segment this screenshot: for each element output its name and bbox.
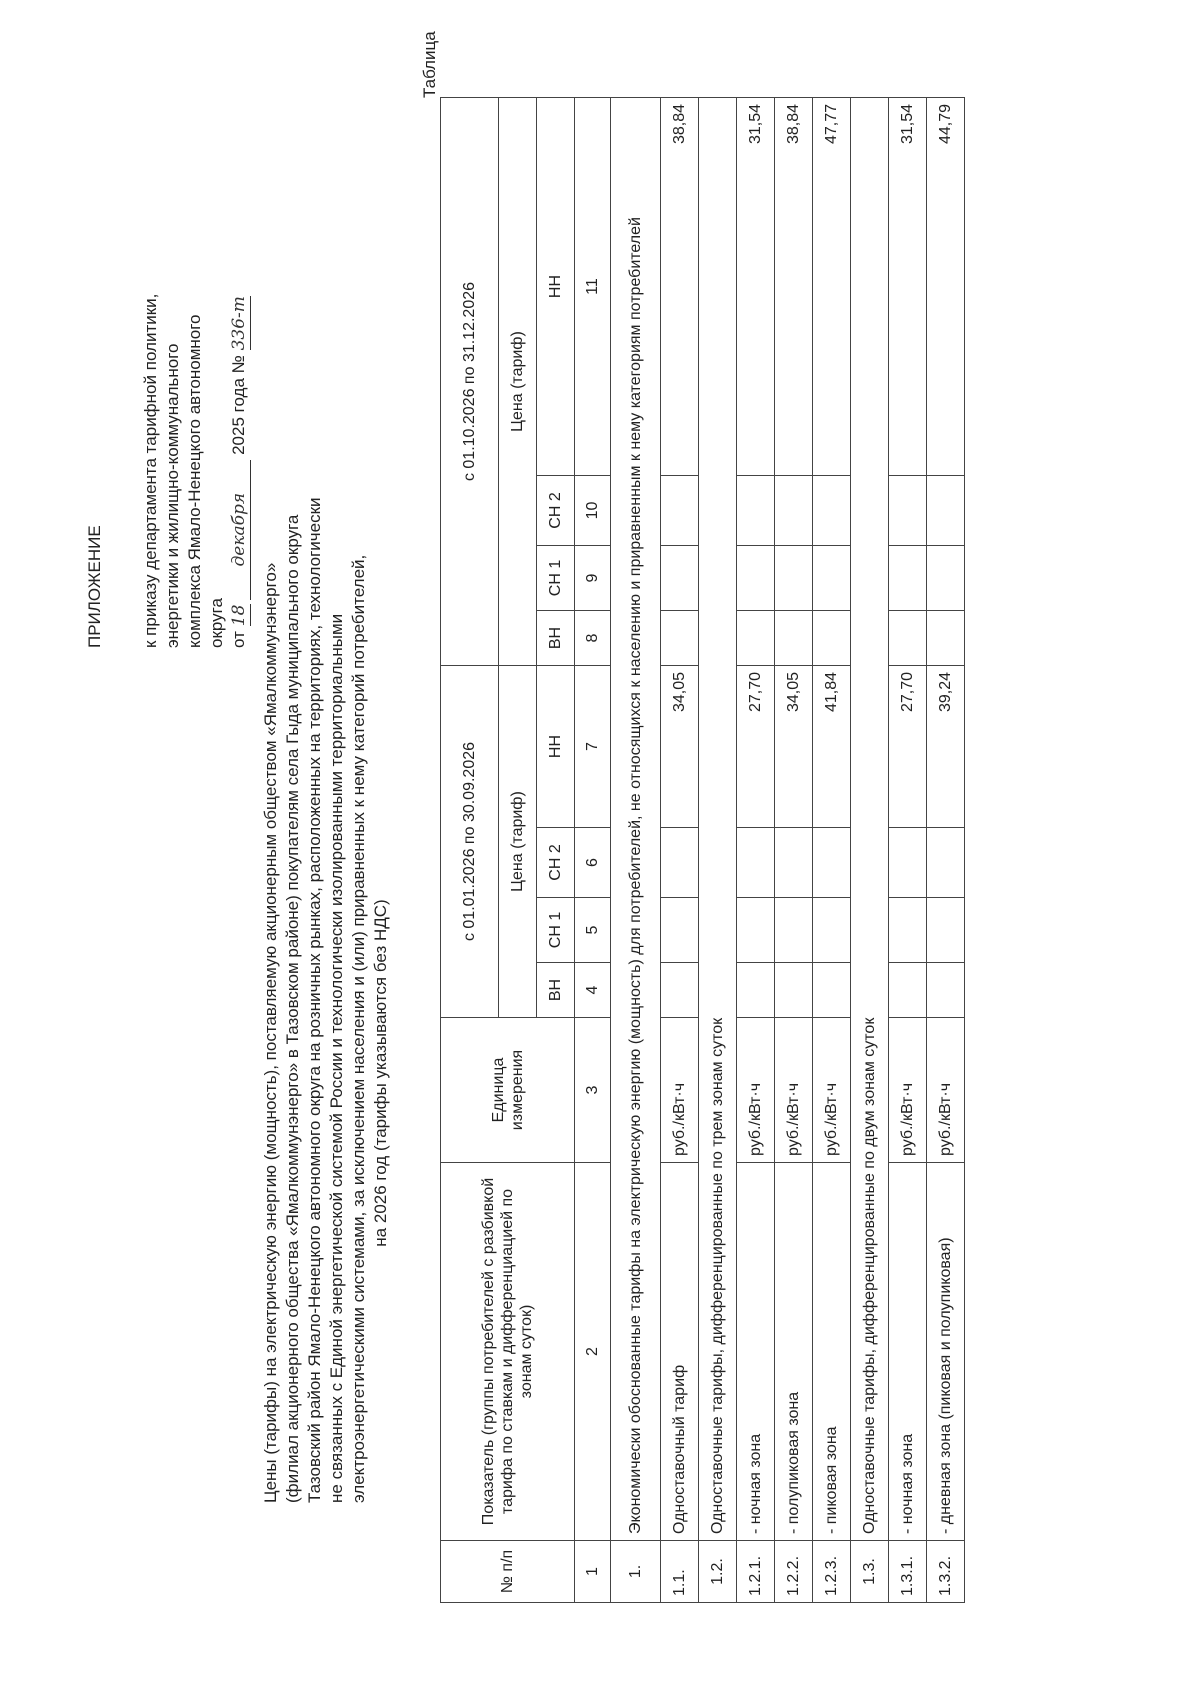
row-unit: руб./кВт·ч	[927, 1018, 965, 1163]
appendix-date-line	[228, 88, 251, 648]
row-label: - ночная зона	[889, 1163, 927, 1541]
p2-sn1	[813, 546, 851, 611]
p1-sn2	[737, 828, 775, 898]
date-year: 2025 года №	[229, 355, 248, 455]
table-row	[927, 98, 965, 1603]
p1-sn2	[927, 828, 965, 898]
appendix-heading: ПРИЛОЖЕНИЕ	[85, 525, 104, 648]
title-line: Тазовский район Ямало-Ненецкого автономного округа на розничных рынках, расположенных на территориях, технологически	[305, 497, 324, 1503]
title-line: электроэнергетическими системами, за исключением населения и (или) приравненных к нему категорий потребителей,	[349, 554, 368, 1503]
p1-nn-value: 41,84	[813, 666, 851, 828]
appendix-line: к приказу департамента тарифной политики,	[141, 293, 160, 648]
section-title: Одноставочные тарифы, дифференцированные по трем зонам суток	[699, 98, 737, 1541]
p2-sn1	[661, 546, 699, 611]
table-row	[813, 98, 851, 1603]
p2-nn-value: 38,84	[661, 98, 699, 476]
p1-sn1	[927, 898, 965, 963]
document-title	[260, 497, 392, 1503]
row-number: 1.2.	[699, 1541, 737, 1603]
title-line: (филиал акционерного общества «Ямалкоммунэнерго» в Тазовском районе) покупателям села Гыда муниципального округа	[283, 514, 302, 1503]
p2-sn2	[927, 476, 965, 546]
title-line: Цены (тарифы) на электрическую энергию (мощность), поставляемую акционерным обществом «Ямалкоммунэнерго»	[261, 562, 280, 1503]
p1-vn	[927, 963, 965, 1018]
row-label: - ночная зона	[737, 1163, 775, 1541]
header-level: СН 1	[537, 546, 575, 611]
header-level: НН	[537, 98, 575, 476]
row-number: 1.3.	[851, 1541, 889, 1603]
row-number: 1.3.1.	[889, 1541, 927, 1603]
p1-vn	[889, 963, 927, 1018]
appendix-line: комплекса Ямало-Ненецкого автономного	[185, 314, 204, 648]
appendix-line: энергетики и жилищно-коммунального	[163, 343, 182, 648]
order-number: 336-т	[229, 296, 249, 351]
row-number: 1.2.1.	[737, 1541, 775, 1603]
p1-nn-value: 34,05	[775, 666, 813, 828]
p1-vn	[813, 963, 851, 1018]
p2-vn	[889, 611, 927, 666]
date-prefix: от	[229, 631, 248, 648]
col-number: 9	[575, 546, 611, 611]
p2-nn-value: 44,79	[927, 98, 965, 476]
p1-sn2	[775, 828, 813, 898]
p2-nn-value: 31,54	[737, 98, 775, 476]
date-month: декабря	[228, 460, 251, 600]
p2-nn-value: 38,84	[775, 98, 813, 476]
p2-sn1	[737, 546, 775, 611]
section-row	[611, 98, 661, 1603]
header-level: СН 2	[537, 476, 575, 546]
p2-sn1	[775, 546, 813, 611]
p2-sn1	[927, 546, 965, 611]
col-number: 8	[575, 611, 611, 666]
col-number: 2	[575, 1163, 611, 1541]
p1-sn1	[889, 898, 927, 963]
col-number: 10	[575, 476, 611, 546]
p1-nn-value: 34,05	[661, 666, 699, 828]
p2-vn	[737, 611, 775, 666]
row-label: - полупиковая зона	[775, 1163, 813, 1541]
col-number: 5	[575, 898, 611, 963]
row-unit: руб./кВт·ч	[737, 1018, 775, 1163]
p1-vn	[661, 963, 699, 1018]
date-day: 18	[229, 604, 249, 627]
header-period-1: с 01.01.2026 по 30.09.2026	[441, 666, 499, 1018]
header-price-2: Цена (тариф)	[499, 98, 537, 666]
header-row	[441, 98, 499, 1603]
col-number: 1	[575, 1541, 611, 1603]
title-line: не связанных с Единой энергетической системой России и технологически изолированными территориальными	[327, 613, 346, 1503]
column-number-row	[575, 98, 611, 1603]
row-label: - пиковая зона	[813, 1163, 851, 1541]
p2-sn2	[775, 476, 813, 546]
row-number: 1.2.2.	[775, 1541, 813, 1603]
header-level: СН 2	[537, 828, 575, 898]
header-level: НН	[537, 666, 575, 828]
p1-sn2	[889, 828, 927, 898]
p1-sn1	[661, 898, 699, 963]
row-unit: руб./кВт·ч	[661, 1018, 699, 1163]
p2-sn2	[737, 476, 775, 546]
p2-vn	[927, 611, 965, 666]
p2-sn2	[813, 476, 851, 546]
row-number: 1.	[611, 1541, 661, 1603]
row-number: 1.1.	[661, 1541, 699, 1603]
header-unit: Единица измерения	[441, 1018, 575, 1163]
col-number: 7	[575, 666, 611, 828]
p2-vn	[775, 611, 813, 666]
p2-vn	[813, 611, 851, 666]
p1-sn2	[813, 828, 851, 898]
row-number: 1.2.3.	[813, 1541, 851, 1603]
appendix-line: округа	[207, 598, 226, 648]
p1-sn1	[737, 898, 775, 963]
row-label: - дневная зона (пиковая и полупиковая)	[927, 1163, 965, 1541]
p1-sn1	[813, 898, 851, 963]
row-unit: руб./кВт·ч	[889, 1018, 927, 1163]
p2-sn1	[889, 546, 927, 611]
table-row	[661, 98, 699, 1603]
section-title: Экономически обоснованные тарифы на электрическую энергию (мощность) для потребителей, не относящихся к населению и приравненным к нему категориям потребителей	[611, 98, 661, 1541]
col-number: 4	[575, 963, 611, 1018]
p2-nn-value: 47,77	[813, 98, 851, 476]
row-unit: руб./кВт·ч	[775, 1018, 813, 1163]
section-row	[851, 98, 889, 1603]
header-num: № п/п	[441, 1541, 575, 1603]
header-price-1: Цена (тариф)	[499, 666, 537, 1018]
section-title: Одноставочные тарифы, дифференцированные по двум зонам суток	[851, 98, 889, 1541]
header-level: ВН	[537, 611, 575, 666]
header-period-2: с 01.10.2026 по 31.12.2026	[441, 98, 499, 666]
appendix-block	[140, 88, 251, 648]
col-number: 6	[575, 828, 611, 898]
col-number: 3	[575, 1018, 611, 1163]
row-unit: руб./кВт·ч	[813, 1018, 851, 1163]
header-level: СН 1	[537, 898, 575, 963]
title-line: на 2026 год (тарифы указываются без НДС)	[371, 899, 390, 1247]
header-level: ВН	[537, 963, 575, 1018]
p1-nn-value: 27,70	[889, 666, 927, 828]
tariff-table	[440, 97, 965, 1603]
row-number: 1.3.2.	[927, 1541, 965, 1603]
section-row	[699, 98, 737, 1603]
col-number: 11	[575, 98, 611, 476]
table-body	[611, 98, 965, 1603]
p1-nn-value: 39,24	[927, 666, 965, 828]
p1-vn	[737, 963, 775, 1018]
p1-sn2	[661, 828, 699, 898]
p1-sn1	[775, 898, 813, 963]
p2-sn2	[661, 476, 699, 546]
p2-vn	[661, 611, 699, 666]
table-row	[889, 98, 927, 1603]
table-label: Таблица	[420, 31, 439, 98]
table-row	[775, 98, 813, 1603]
p1-vn	[775, 963, 813, 1018]
p2-nn-value: 31,54	[889, 98, 927, 476]
table-row	[737, 98, 775, 1603]
header-indicator: Показатель (группы потребителей с разбивкой тарифа по ставкам и дифференциацией по зонам суток)	[441, 1163, 575, 1541]
p2-sn2	[889, 476, 927, 546]
row-label: Одноставочный тариф	[661, 1163, 699, 1541]
p1-nn-value: 27,70	[737, 666, 775, 828]
